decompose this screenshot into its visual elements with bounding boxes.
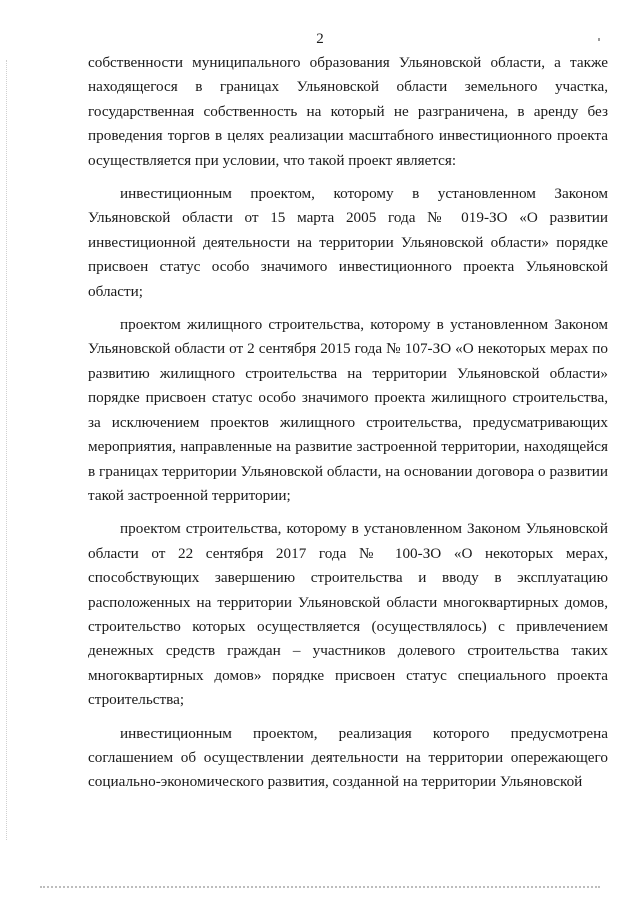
scan-bottom-artifact	[40, 886, 600, 890]
paragraph-2: инвестиционным проектом, которому в установленном Законом Ульяновской области от 15 марта 2005 года № 019-ЗО «О развитии инвестиционной деятельности на территории Ульяновской области» порядке присвоен статус особо значимого инвестиционного проекта Ульяновской области;	[88, 185, 608, 300]
scan-mark	[598, 38, 600, 41]
page-number: 2	[316, 31, 324, 47]
paragraph-5: инвестиционным проектом, реализация которого предусмотрена соглашением об осуществлении деятельности на территории опережающего социально-экономического развития, созданной на территории Ульяновской	[88, 724, 608, 791]
paragraph-1: собственности муниципального образования Ульяновской области, а также находящегося в границах Ульяновской области земельного участка, государственная собственность на который не разграничена, в аренду без проведения торгов в целях реализации масштабного инвестиционного проекта осуществляется при условии, что такой проект является:	[88, 54, 608, 169]
paragraph-3: проектом жилищного строительства, которому в установленном Законом Ульяновской области от 2 сентября 2015 года № 107-ЗО «О некоторых мерах по развитию жилищного строительства на территории Ульяновской области» порядке присвоен статус особо значимого проекта жилищного строительства, за исключением проектов жилищного строительства, предусматривающих мероприятия, направленные на развитие застроенной территории, находящейся в границах территории Ульяновской области, на основании договора о развитии такой застроенной территории;	[88, 316, 608, 504]
scan-margin-artifact	[6, 60, 8, 840]
paragraph-4: проектом строительства, которому в установленном Законом Ульяновской области от 22 сентября 2017 года № 100-ЗО «О некоторых мерах, способствующих завершению строительства и вводу в эксплуатацию расположенных на территории Ульяновской области многоквартирных домов, строительство которых осуществляется (осуществлялось) с привлечением денежных средств граждан – участников долевого строительства таких многоквартирных домов» порядке присвоен статус специального проекта строительства;	[88, 520, 608, 709]
document-body	[88, 51, 608, 795]
